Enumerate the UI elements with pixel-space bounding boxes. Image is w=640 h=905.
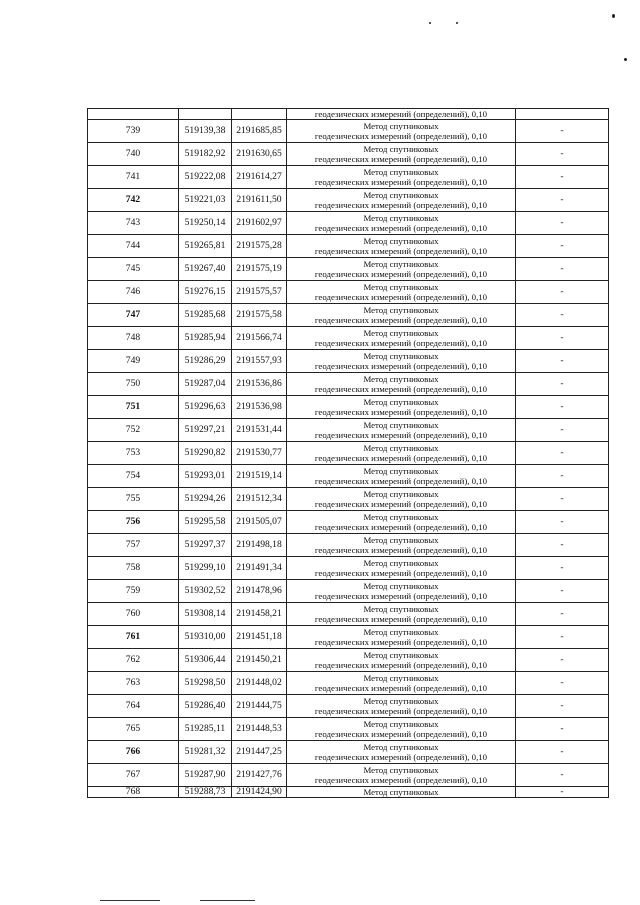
point-number-cell: 766 [88, 741, 179, 764]
point-number-cell: 750 [88, 373, 179, 396]
x-coordinate-cell: 519285,94 [179, 327, 232, 350]
method-line-2: геодезических измерений (определений), 0,10 [314, 292, 488, 302]
table-row [88, 281, 609, 304]
y-coordinate-cell: 2191536,86 [232, 373, 287, 396]
method-line-1: Метод спутниковых [363, 420, 439, 430]
method-line-1: Метод спутниковых [363, 673, 439, 683]
point-number-cell [88, 109, 179, 120]
method-line-1: Метод спутниковых [363, 581, 439, 591]
accuracy-cell [516, 109, 609, 120]
y-coordinate-cell: 2191447,25 [232, 741, 287, 764]
x-coordinate-cell: 519310,00 [179, 626, 232, 649]
scan-speck [456, 22, 458, 24]
bottom-rule [200, 900, 255, 901]
y-coordinate-cell: 2191611,50 [232, 189, 287, 212]
method-line-2: геодезических измерений (определений), 0,10 [314, 407, 488, 417]
table-row [88, 741, 609, 764]
table-row [88, 258, 609, 281]
method-cell [287, 235, 516, 258]
method-cell [287, 557, 516, 580]
table-row [88, 557, 609, 580]
method-cell [287, 166, 516, 189]
table-row-last [88, 787, 609, 798]
point-number-cell: 754 [88, 465, 179, 488]
y-coordinate-cell: 2191575,28 [232, 235, 287, 258]
table-row [88, 649, 609, 672]
x-coordinate-cell: 519222,08 [179, 166, 232, 189]
x-coordinate-cell: 519267,40 [179, 258, 232, 281]
method-line-1: Метод спутниковых [363, 443, 439, 453]
method-cell [287, 442, 516, 465]
table-row [88, 695, 609, 718]
x-coordinate-cell: 519276,15 [179, 281, 232, 304]
method-cell [287, 419, 516, 442]
table-row [88, 442, 609, 465]
accuracy-cell: - [516, 488, 609, 511]
method-line-2: геодезических измерений (определений), 0,10 [314, 338, 488, 348]
method-line-2: геодезических измерений (определений), 0,10 [314, 177, 488, 187]
method-line-1: Метод спутниковых [363, 351, 439, 361]
method-line-2: геодезических измерений (определений), 0,10 [314, 729, 488, 739]
accuracy-cell: - [516, 327, 609, 350]
method-line-1: Метод спутниковых [363, 696, 439, 706]
y-coordinate-cell: 2191685,85 [232, 120, 287, 143]
method-line-1: Метод спутниковых [363, 259, 439, 269]
accuracy-cell: - [516, 442, 609, 465]
y-coordinate-cell: 2191614,27 [232, 166, 287, 189]
y-coordinate-cell: 2191575,58 [232, 304, 287, 327]
method-line-1: Метод спутниковых [363, 719, 439, 729]
y-coordinate-cell: 2191575,19 [232, 258, 287, 281]
table-row [88, 373, 609, 396]
y-coordinate-cell: 2191512,34 [232, 488, 287, 511]
accuracy-cell: - [516, 787, 609, 798]
accuracy-cell: - [516, 465, 609, 488]
point-number-cell: 765 [88, 718, 179, 741]
x-coordinate-cell: 519297,37 [179, 534, 232, 557]
method-line-2: геодезических измерений (определений), 0,10 [314, 361, 488, 371]
x-coordinate-cell: 519287,90 [179, 764, 232, 787]
table-row [88, 327, 609, 350]
x-coordinate-cell: 519265,81 [179, 235, 232, 258]
bottom-rule [100, 900, 160, 901]
x-coordinate-cell: 519290,82 [179, 442, 232, 465]
accuracy-cell: - [516, 741, 609, 764]
table-row [88, 350, 609, 373]
method-line-2: геодезических измерений (определений), 0,10 [314, 384, 488, 394]
accuracy-cell: - [516, 603, 609, 626]
y-coordinate-cell: 2191448,02 [232, 672, 287, 695]
method-line-1: Метод спутниковых [363, 144, 439, 154]
point-number-cell: 758 [88, 557, 179, 580]
y-coordinate-cell [232, 109, 287, 120]
scan-speck [612, 14, 615, 18]
point-number-cell: 741 [88, 166, 179, 189]
method-line-1: Метод спутниковых [363, 650, 439, 660]
y-coordinate-cell: 2191424,90 [232, 787, 287, 798]
accuracy-cell: - [516, 626, 609, 649]
accuracy-cell: - [516, 672, 609, 695]
method-cell [287, 511, 516, 534]
method-line-2: геодезических измерений (определений), 0,10 [314, 522, 488, 532]
point-number-cell: 762 [88, 649, 179, 672]
y-coordinate-cell: 2191458,21 [232, 603, 287, 626]
y-coordinate-cell: 2191531,44 [232, 419, 287, 442]
method-cell [287, 603, 516, 626]
method-line-2: геодезических измерений (определений), 0,10 [314, 637, 488, 647]
accuracy-cell: - [516, 580, 609, 603]
accuracy-cell: - [516, 511, 609, 534]
point-number-cell: 746 [88, 281, 179, 304]
method-cell [287, 304, 516, 327]
method-line-1: Метод спутниковых [363, 627, 439, 637]
table-row [88, 626, 609, 649]
point-number-cell: 760 [88, 603, 179, 626]
method-cell [287, 212, 516, 235]
method-line-2: геодезических измерений (определений), 0,10 [314, 430, 488, 440]
method-line-1: Метод спутниковых [363, 121, 439, 131]
y-coordinate-cell: 2191498,18 [232, 534, 287, 557]
y-coordinate-cell: 2191566,74 [232, 327, 287, 350]
method-cell [287, 258, 516, 281]
table-row [88, 718, 609, 741]
point-number-cell: 743 [88, 212, 179, 235]
table-row [88, 672, 609, 695]
accuracy-cell: - [516, 419, 609, 442]
point-number-cell: 761 [88, 626, 179, 649]
point-number-cell: 744 [88, 235, 179, 258]
method-cell [287, 189, 516, 212]
table-row [88, 396, 609, 419]
table-row [88, 511, 609, 534]
method-cell [287, 281, 516, 304]
table-row [88, 419, 609, 442]
method-line-1: Метод спутниковых [363, 374, 439, 384]
method-line-2: геодезических измерений (определений), 0,10 [314, 499, 488, 509]
y-coordinate-cell: 2191575,57 [232, 281, 287, 304]
accuracy-cell: - [516, 695, 609, 718]
accuracy-cell: - [516, 764, 609, 787]
method-line-2: геодезических измерений (определений), 0,10 [314, 246, 488, 256]
table-row [88, 580, 609, 603]
scan-speck [429, 22, 431, 24]
y-coordinate-cell: 2191448,53 [232, 718, 287, 741]
table-row [88, 120, 609, 143]
point-number-cell: 745 [88, 258, 179, 281]
method-cell [287, 718, 516, 741]
x-coordinate-cell: 519293,01 [179, 465, 232, 488]
x-coordinate-cell: 519296,63 [179, 396, 232, 419]
method-cell [287, 672, 516, 695]
x-coordinate-cell: 519298,50 [179, 672, 232, 695]
x-coordinate-cell: 519139,38 [179, 120, 232, 143]
x-coordinate-cell: 519295,58 [179, 511, 232, 534]
point-number-cell: 749 [88, 350, 179, 373]
method-line-1: Метод спутниковых [363, 190, 439, 200]
method-line-1: Метод спутниковых [363, 305, 439, 315]
method-cell [287, 741, 516, 764]
method-line-1: Метод спутниковых [363, 765, 439, 775]
x-coordinate-cell: 519285,68 [179, 304, 232, 327]
method-cell [287, 120, 516, 143]
point-number-cell: 763 [88, 672, 179, 695]
accuracy-cell: - [516, 304, 609, 327]
method-line-2: геодезических измерений (определений), 0,10 [314, 591, 488, 601]
method-line-1: Метод спутниковых [363, 236, 439, 246]
method-line-2: геодезических измерений (определений), 0,10 [314, 683, 488, 693]
method-cell [287, 465, 516, 488]
accuracy-cell: - [516, 396, 609, 419]
accuracy-cell: - [516, 373, 609, 396]
method-line-2: геодезических измерений (определений), 0,10 [314, 154, 488, 164]
method-line-2: геодезических измерений (определений), 0,10 [314, 706, 488, 716]
method-line-2: геодезических измерений (определений), 0,10 [314, 131, 488, 141]
y-coordinate-cell: 2191519,14 [232, 465, 287, 488]
method-cell [287, 350, 516, 373]
point-number-cell: 768 [88, 787, 179, 798]
method-line-1: Метод спутниковых [363, 742, 439, 752]
method-cell [287, 396, 516, 419]
y-coordinate-cell: 2191444,75 [232, 695, 287, 718]
x-coordinate-cell: 519288,73 [179, 787, 232, 798]
table-row-continuation [88, 109, 609, 120]
table-row [88, 189, 609, 212]
table-row [88, 304, 609, 327]
method-cell: Метод спутниковых [287, 787, 516, 798]
point-number-cell: 752 [88, 419, 179, 442]
method-line-1: Метод спутниковых [363, 466, 439, 476]
y-coordinate-cell: 2191602,97 [232, 212, 287, 235]
table-row [88, 235, 609, 258]
point-number-cell: 756 [88, 511, 179, 534]
method-line-1: Метод спутниковых [363, 213, 439, 223]
method-cell [287, 327, 516, 350]
method-line-2: геодезических измерений (определений), 0,10 [314, 660, 488, 670]
method-cell [287, 626, 516, 649]
method-cell: геодезических измерений (определений), 0,10 [287, 109, 516, 120]
x-coordinate-cell: 519285,11 [179, 718, 232, 741]
x-coordinate-cell: 519294,26 [179, 488, 232, 511]
y-coordinate-cell: 2191451,18 [232, 626, 287, 649]
x-coordinate-cell: 519308,14 [179, 603, 232, 626]
method-line-2: геодезических измерений (определений), 0,10 [314, 269, 488, 279]
point-number-cell: 740 [88, 143, 179, 166]
point-number-cell: 755 [88, 488, 179, 511]
method-cell [287, 649, 516, 672]
table-row [88, 534, 609, 557]
accuracy-cell: - [516, 166, 609, 189]
method-cell [287, 695, 516, 718]
method-line-1: Метод спутниковых [363, 558, 439, 568]
y-coordinate-cell: 2191478,96 [232, 580, 287, 603]
method-cell [287, 534, 516, 557]
x-coordinate-cell: 519302,52 [179, 580, 232, 603]
method-line-2: геодезических измерений (определений), 0,10 [314, 775, 488, 785]
point-number-cell: 742 [88, 189, 179, 212]
method-line-2: геодезических измерений (определений), 0,10 [314, 614, 488, 624]
method-line-2: геодезических измерений (определений), 0,10 [314, 223, 488, 233]
point-number-cell: 759 [88, 580, 179, 603]
method-line-2: геодезических измерений (определений), 0,10 [314, 476, 488, 486]
accuracy-cell: - [516, 212, 609, 235]
x-coordinate-cell: 519286,40 [179, 695, 232, 718]
table-row [88, 166, 609, 189]
x-coordinate-cell: 519182,92 [179, 143, 232, 166]
method-cell [287, 488, 516, 511]
table-row [88, 465, 609, 488]
x-coordinate-cell: 519306,44 [179, 649, 232, 672]
y-coordinate-cell: 2191530,77 [232, 442, 287, 465]
coordinates-table [87, 108, 609, 798]
method-line-1: Метод спутниковых [363, 604, 439, 614]
accuracy-cell: - [516, 120, 609, 143]
method-line-1: Метод спутниковых [363, 282, 439, 292]
accuracy-cell: - [516, 718, 609, 741]
x-coordinate-cell: 519297,21 [179, 419, 232, 442]
x-coordinate-cell: 519299,10 [179, 557, 232, 580]
y-coordinate-cell: 2191536,98 [232, 396, 287, 419]
method-line-1: Метод спутниковых [363, 535, 439, 545]
method-line-2: геодезических измерений (определений), 0,10 [314, 453, 488, 463]
point-number-cell: 764 [88, 695, 179, 718]
method-line-1: Метод спутниковых [363, 489, 439, 499]
method-line-1: Метод спутниковых [363, 167, 439, 177]
table-row [88, 488, 609, 511]
x-coordinate-cell: 519250,14 [179, 212, 232, 235]
method-line-1: Метод спутниковых [363, 328, 439, 338]
table-row [88, 212, 609, 235]
y-coordinate-cell: 2191505,07 [232, 511, 287, 534]
point-number-cell: 753 [88, 442, 179, 465]
point-number-cell: 747 [88, 304, 179, 327]
accuracy-cell: - [516, 235, 609, 258]
accuracy-cell: - [516, 189, 609, 212]
accuracy-cell: - [516, 350, 609, 373]
method-line-2: геодезических измерений (определений), 0,10 [314, 200, 488, 210]
method-line-2: геодезических измерений (определений), 0,10 [314, 545, 488, 555]
table-row [88, 764, 609, 787]
accuracy-cell: - [516, 258, 609, 281]
x-coordinate-cell: 519281,32 [179, 741, 232, 764]
y-coordinate-cell: 2191427,76 [232, 764, 287, 787]
table-row [88, 143, 609, 166]
x-coordinate-cell: 519221,03 [179, 189, 232, 212]
point-number-cell: 767 [88, 764, 179, 787]
point-number-cell: 739 [88, 120, 179, 143]
accuracy-cell: - [516, 534, 609, 557]
accuracy-cell: - [516, 143, 609, 166]
method-line-2: геодезических измерений (определений), 0,10 [314, 568, 488, 578]
method-line-1: Метод спутниковых [363, 397, 439, 407]
point-number-cell: 751 [88, 396, 179, 419]
point-number-cell: 757 [88, 534, 179, 557]
y-coordinate-cell: 2191491,34 [232, 557, 287, 580]
accuracy-cell: - [516, 649, 609, 672]
method-line-1: Метод спутниковых [363, 512, 439, 522]
accuracy-cell: - [516, 557, 609, 580]
method-line-2: геодезических измерений (определений), 0,10 [314, 752, 488, 762]
scan-speck [624, 58, 627, 61]
x-coordinate-cell [179, 109, 232, 120]
x-coordinate-cell: 519286,29 [179, 350, 232, 373]
accuracy-cell: - [516, 281, 609, 304]
point-number-cell: 748 [88, 327, 179, 350]
method-cell [287, 764, 516, 787]
table-row [88, 603, 609, 626]
method-line-2: геодезических измерений (определений), 0,10 [314, 315, 488, 325]
method-cell [287, 143, 516, 166]
method-cell [287, 580, 516, 603]
y-coordinate-cell: 2191557,93 [232, 350, 287, 373]
y-coordinate-cell: 2191450,21 [232, 649, 287, 672]
method-cell [287, 373, 516, 396]
x-coordinate-cell: 519287,04 [179, 373, 232, 396]
y-coordinate-cell: 2191630,65 [232, 143, 287, 166]
